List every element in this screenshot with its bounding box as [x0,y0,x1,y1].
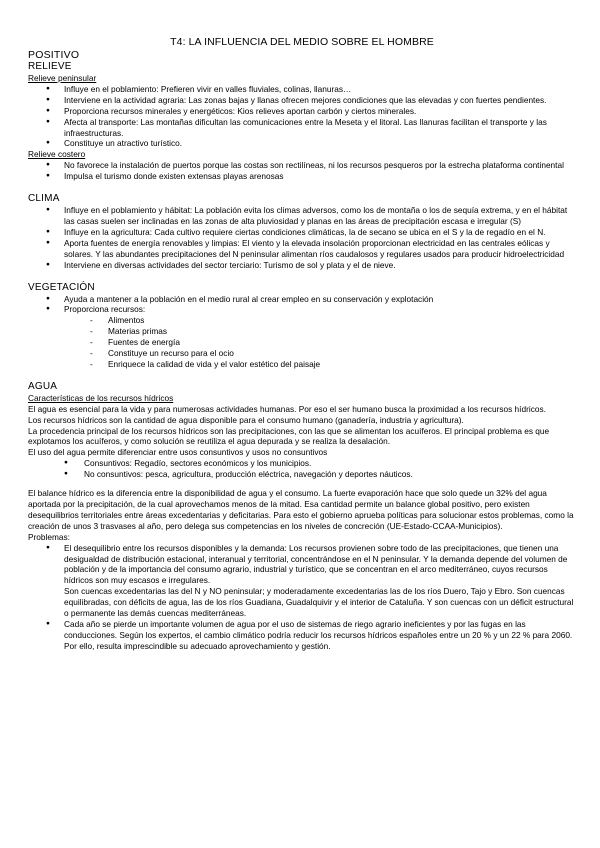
list-item: ● Proporciona recursos minerales y energéticos: Kios relieves aportan carbón y ciertos minerales. [28,106,576,117]
problemas-list [28,543,576,652]
list-item: ● Consuntivos: Regadío, sectores económicos y los municipios. [28,458,576,469]
usos-list [28,458,576,480]
list-item: - Constituye un recurso para el ocio [28,348,576,359]
heading-relieve: RELIEVE [28,61,72,72]
list-item: ● Constituye un atractivo turístico. [28,138,576,149]
list-item: ● No consuntivos: pesca, agricultura, producción eléctrica, navegación y deportes náuticos. [28,469,576,480]
problema-text: ● El desequilibrio entre los recursos disponibles y la demanda: Los recursos provienen sobre todo de las precipitaciones, que tienen una desigualdad de distribución estacional, interanual y territorial, concentrándose en el N peninsular. Y la demanda depende del volumen de población y de la importancia del consumo agrario, industrial y turístico, que se concentran en el arco mediterráneo, cuyos recursos hídricos son muy escasos e irregulares. [64,542,568,586]
list-item: ● Cada año se pierde un importante volumen de agua por el uso de sistemas de riego agrario ineficientes y por las fugas en las conducciones. Según los expertos, el cambio climático podría reducir los recursos hídricos españoles entre un 20 % y un 22 % para 2060. Por ello, resulta imprescindible su adecuado aprovechamiento y gestión. [28,619,576,652]
heading-agua: AGUA [28,380,58,392]
subheading-relieve-costero: Relieve costero [28,149,86,160]
paragraph: El uso del agua permite diferenciar entre usos consuntivos y usos no consuntivos [28,447,328,458]
problema-text: Son cuencas excedentarias las del N y NO peninsular; y moderadamente excedentarias las de los ríos Duero, Tajo y Ebro. Son cuencas equilibradas, con déficits de agua, las de los ríos Guadiana, Guadalquivir y el interior de Cataluña. Y son cuencas con un déficit estructural o permanente las demás cuencas mediterráneas. [64,586,574,619]
list-item: ● Afecta al transporte: Las montañas dificultan las comunicaciones entre la Meseta y el litoral. Las llanuras facilitan el transporte y las infraestructuras. [28,117,576,139]
list-item: ● Interviene en diversas actividades del sector terciario: Turismo de sol y plata y el de nieve. [28,260,576,271]
list-item: ● No favorece la instalación de puertos porque las costas son rectilíneas, ni los recursos pesqueros por la estrecha plataforma continental [28,160,576,171]
list-item: ● Influye en el poblamiento: Prefieren vivir en valles fluviales, colinas, llanuras… [28,84,576,95]
heading-clima: CLIMA [28,193,60,205]
list-item: - Alimentos [28,315,576,326]
relieve-peninsular-list [28,84,576,149]
relieve-costero-list [28,160,576,182]
list-item: ● Influye en el poblamiento y hábitat: La población evita los climas adversos, como los de montaña o los de sequía extrema, y en el hábitat las casas suelen ser inclinadas en las zonas de alta pluviosidad y planas en las áreas de precipitación escasa e irregular (S) [28,205,576,227]
paragraph: El agua es esencial para la vida y para numerosas actividades humanas. Por eso el ser humano busca la proximidad a los recursos hídricos. [28,403,546,414]
list-item: - Materias primas [28,326,576,337]
subheading-caracteristicas: Características de los recursos hídricos [28,392,174,403]
list-item: - Enriquece la calidad de vida y el valor estético del paisaje [28,359,576,370]
vegetacion-list [28,294,576,316]
list-item [28,543,576,619]
list-item: ● Ayuda a mantener a la población en el medio rural al crear empleo en su conservación y explotación [28,294,576,305]
document-title: T4: LA INFLUENCIA DEL MEDIO SOBRE EL HOMBRE [170,36,434,48]
document-page [28,36,576,652]
vegetacion-sublist [28,315,576,370]
heading-positivo: POSITIVO [28,49,80,61]
list-item: ● Proporciona recursos: [28,304,576,315]
paragraph-balance: El balance hídrico es la diferencia entre la disponibilidad de agua y el consumo. La fuerte evaporación hace que solo quede un 32% del agua aportada por la precipitación, de la cual aprovechamos menos de la mitad. Esa cantidad permite un balance global positivo, pero existen desequilibrios territoriales entre áreas excedentarias y deficitarias. Para esto el gobierno aprueba políticas para solucionar estos problemas, como la creación de unos 3 trasvases al año, pero delega sus competencias en los niveles de concreción (UE-Estado-CCAA-Municipios). [28,488,574,531]
list-item: ● Interviene en la actividad agraria: Las zonas bajas y llanas ofrecen mejores condiciones que las elevadas y con fuertes pendientes. [28,95,576,106]
list-item: ● Impulsa el turismo donde existen extensas playas arenosas [28,171,576,182]
paragraph: La procedencia principal de los recursos hídricos son las precipitaciones, con las que se alimentan los acuíferos. El principal problema es que explotamos los acuíferos, y como solución se reutiliza el agua depurada y se realiza la desalación. [28,425,550,447]
subheading-relieve-peninsular: Relieve peninsular [28,73,97,83]
list-item: ● Aporta fuentes de energía renovables y limpias: El viento y la elevada insolación proporcionan electricidad en las centrales eólicas y solares. Y las abundantes precipitaciones del N peninsular alimentan ríos caudalosos y regulares usados para producir hidroelectricidad [28,238,576,260]
list-item: ● Influye en la agricultura: Cada cultivo requiere ciertas condiciones climáticas, la de secano se ubica en el S y la de regadío en el N. [28,227,576,238]
clima-list [28,205,576,270]
heading-vegetacion: VEGETACIÓN [28,281,95,293]
list-item: - Fuentes de energía [28,337,576,348]
problemas-label: Problemas: [28,531,70,542]
paragraph: Los recursos hídricos son la cantidad de agua disponible para el consumo humano (ganadería, industria y agricultura). [28,414,464,425]
